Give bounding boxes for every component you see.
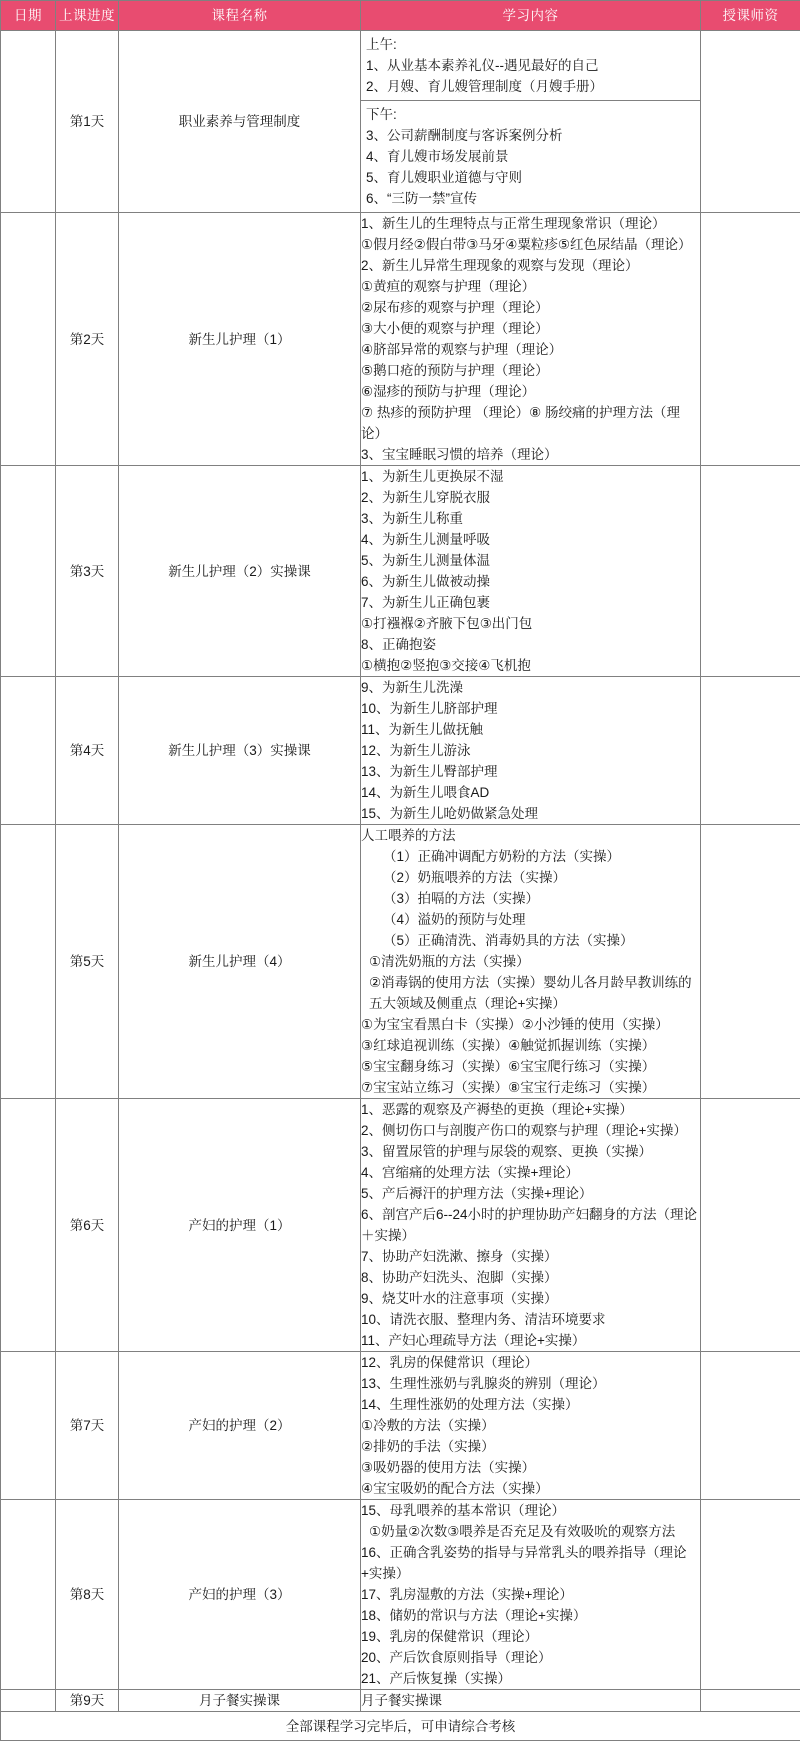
content-line: 1、新生儿的生理特点与正常生理现象常识（理论）	[361, 213, 700, 234]
cell-date	[1, 1099, 56, 1352]
content-line: 17、乳房湿敷的方法（实操+理论）	[361, 1584, 700, 1605]
content-line: 14、生理性涨奶的处理方法（实操）	[361, 1394, 700, 1415]
content-line: 3、公司薪酬制度与客诉案例分析	[366, 125, 698, 146]
cell-progress: 第7天	[56, 1352, 119, 1500]
content-line: ②消毒锅的使用方法（实操）婴幼儿各月龄早教训练的五大领域及侧重点（理论+实操）	[361, 972, 700, 1014]
cell-date	[1, 213, 56, 466]
content-line: 9、烧艾叶水的注意事项（实操）	[361, 1288, 700, 1309]
cell-teacher	[701, 466, 800, 677]
cell-course-name: 新生儿护理（4）	[119, 825, 361, 1099]
cell-course-name: 产妇的护理（2）	[119, 1352, 361, 1500]
cell-progress: 第2天	[56, 213, 119, 466]
cell-teacher	[701, 31, 800, 213]
table-row	[1, 1500, 800, 1690]
content-line: （4）溢奶的预防与处理	[361, 909, 700, 930]
content-line: 13、为新生儿臀部护理	[361, 761, 700, 782]
content-line: ①横抱②竖抱③交接④飞机抱	[361, 655, 700, 676]
content-line: 12、为新生儿游泳	[361, 740, 700, 761]
table-row	[1, 1099, 800, 1352]
content-line: ④脐部异常的观察与护理（理论）	[361, 339, 700, 360]
cell-course-name: 新生儿护理（1）	[119, 213, 361, 466]
cell-study-content	[361, 31, 701, 213]
cell-teacher	[701, 1099, 800, 1352]
cell-course-name: 新生儿护理（2）实操课	[119, 466, 361, 677]
table-row	[1, 677, 800, 825]
content-line: 月子餐实操课	[361, 1690, 700, 1711]
content-line: 20、产后饮食原则指导（理论）	[361, 1647, 700, 1668]
content-line: ④宝宝吸奶的配合方法（实操）	[361, 1478, 700, 1499]
cell-study-content	[361, 1500, 701, 1690]
column-header-date: 日期	[1, 1, 56, 31]
cell-course-name: 月子餐实操课	[119, 1690, 361, 1712]
cell-course-name: 职业素养与管理制度	[119, 31, 361, 213]
cell-study-content	[361, 1352, 701, 1500]
cell-study-content	[361, 825, 701, 1099]
content-line: ①假月经②假白带③马牙④粟粒疹⑤红色尿结晶（理论）	[361, 234, 700, 255]
content-line: 19、乳房的保健常识（理论）	[361, 1626, 700, 1647]
content-line: （1）正确冲调配方奶粉的方法（实操）	[361, 846, 700, 867]
cell-progress: 第6天	[56, 1099, 119, 1352]
content-line: 5、为新生儿测量体温	[361, 550, 700, 571]
table-header	[1, 1, 800, 31]
cell-teacher	[701, 1690, 800, 1712]
content-line: ①黄疸的观察与护理（理论）	[361, 276, 700, 297]
content-line: 5、产后褥汗的护理方法（实操+理论）	[361, 1183, 700, 1204]
table-row	[1, 1690, 800, 1712]
content-line: ①为宝宝看黑白卡（实操）②小沙锤的使用（实操）	[361, 1014, 700, 1035]
content-line: 6、为新生儿做被动操	[361, 571, 700, 592]
column-header-progress: 上课进度	[56, 1, 119, 31]
cell-teacher	[701, 677, 800, 825]
table-row	[1, 466, 800, 677]
content-line: ⑤宝宝翻身练习（实操）⑥宝宝爬行练习（实操）	[361, 1056, 700, 1077]
cell-progress: 第1天	[56, 31, 119, 213]
column-header-study-content: 学习内容	[361, 1, 701, 31]
content-line: 4、宫缩痛的处理方法（实操+理论）	[361, 1162, 700, 1183]
cell-study-content	[361, 1690, 701, 1712]
content-line: ③大小便的观察与护理（理论）	[361, 318, 700, 339]
cell-date	[1, 825, 56, 1099]
content-line: 6、“三防一禁”宣传	[366, 188, 698, 209]
footer-row	[1, 1712, 800, 1741]
content-line: 2、新生儿异常生理现象的观察与发现（理论）	[361, 255, 700, 276]
content-line: ①打襁褓②齐腋下包③出门包	[361, 613, 700, 634]
content-line: 4、为新生儿测量呼吸	[361, 529, 700, 550]
cell-date	[1, 1352, 56, 1500]
cell-study-content	[361, 213, 701, 466]
content-line: 15、为新生儿呛奶做紧急处理	[361, 803, 700, 824]
header-row	[1, 1, 800, 31]
cell-progress: 第3天	[56, 466, 119, 677]
content-line: ②尿布疹的观察与护理（理论）	[361, 297, 700, 318]
cell-progress: 第5天	[56, 825, 119, 1099]
content-block	[361, 101, 700, 212]
content-line: （5）正确清洗、消毒奶具的方法（实操）	[361, 930, 700, 951]
cell-progress: 第9天	[56, 1690, 119, 1712]
content-line: 8、协助产妇洗头、泡脚（实操）	[361, 1267, 700, 1288]
cell-progress: 第4天	[56, 677, 119, 825]
cell-course-name: 产妇的护理（3）	[119, 1500, 361, 1690]
column-header-course-name: 课程名称	[119, 1, 361, 31]
table-row	[1, 213, 800, 466]
cell-teacher	[701, 213, 800, 466]
cell-date	[1, 1690, 56, 1712]
content-line: 上午:	[366, 34, 698, 55]
content-line: 7、为新生儿正确包裹	[361, 592, 700, 613]
content-line: 11、产妇心理疏导方法（理论+实操）	[361, 1330, 700, 1351]
content-line: （2）奶瓶喂养的方法（实操）	[361, 867, 700, 888]
content-line: 1、从业基本素养礼仪--遇见最好的自己	[366, 55, 698, 76]
content-line: 16、正确含乳姿势的指导与异常乳头的喂养指导（理论+实操）	[361, 1542, 700, 1584]
content-line: 15、母乳喂养的基本常识（理论）	[361, 1500, 700, 1521]
cell-course-name: 新生儿护理（3）实操课	[119, 677, 361, 825]
content-line: 3、宝宝睡眠习惯的培养（理论）	[361, 444, 700, 465]
content-line: 3、为新生儿称重	[361, 508, 700, 529]
content-line: ①冷敷的方法（实操）	[361, 1415, 700, 1436]
content-line: ⑦ 热疹的预防护理 （理论）⑧ 肠绞痛的护理方法（理论）	[361, 402, 700, 444]
content-line: 下午:	[366, 104, 698, 125]
cell-date	[1, 1500, 56, 1690]
content-line: 18、储奶的常识与方法（理论+实操）	[361, 1605, 700, 1626]
content-line: 4、育儿嫂市场发展前景	[366, 146, 698, 167]
content-line: 12、乳房的保健常识（理论）	[361, 1352, 700, 1373]
content-line: 1、恶露的观察及产褥垫的更换（理论+实操）	[361, 1099, 700, 1120]
content-line: ①清洗奶瓶的方法（实操）	[361, 951, 700, 972]
content-line: 2、为新生儿穿脱衣服	[361, 487, 700, 508]
content-line: 8、正确抱姿	[361, 634, 700, 655]
table-row	[1, 1352, 800, 1500]
content-line: 2、侧切伤口与剖腹产伤口的观察与护理（理论+实操）	[361, 1120, 700, 1141]
cell-teacher	[701, 1352, 800, 1500]
cell-teacher	[701, 1500, 800, 1690]
table-row	[1, 31, 800, 213]
content-line: 3、留置尿管的护理与尿袋的观察、更换（实操）	[361, 1141, 700, 1162]
content-line: 11、为新生儿做抚触	[361, 719, 700, 740]
cell-study-content	[361, 677, 701, 825]
content-line: ⑤鹅口疮的预防与护理（理论）	[361, 360, 700, 381]
cell-study-content	[361, 1099, 701, 1352]
content-line: ⑥湿疹的预防与护理（理论）	[361, 381, 700, 402]
cell-date	[1, 677, 56, 825]
content-line: ③红球追视训练（实操）④触觉抓握训练（实操）	[361, 1035, 700, 1056]
content-line: ②排奶的手法（实操）	[361, 1436, 700, 1457]
content-line: 7、协助产妇洗漱、擦身（实操）	[361, 1246, 700, 1267]
footer-note: 全部课程学习完毕后，可申请综合考核	[1, 1712, 800, 1741]
cell-progress: 第8天	[56, 1500, 119, 1690]
content-line: 21、产后恢复操（实操）	[361, 1668, 700, 1689]
cell-date	[1, 466, 56, 677]
content-line: 13、生理性涨奶与乳腺炎的辨别（理论）	[361, 1373, 700, 1394]
content-line: 10、请洗衣服、整理内务、清洁环境要求	[361, 1309, 700, 1330]
content-line: ⑦宝宝站立练习（实操）⑧宝宝行走练习（实操）	[361, 1077, 700, 1098]
cell-course-name: 产妇的护理（1）	[119, 1099, 361, 1352]
content-line: （3）拍嗝的方法（实操）	[361, 888, 700, 909]
table-row	[1, 825, 800, 1099]
content-block	[361, 31, 700, 101]
content-line: ③吸奶器的使用方法（实操）	[361, 1457, 700, 1478]
content-line: 6、剖宫产后6--24小时的护理协助产妇翻身的方法（理论＋实操）	[361, 1204, 700, 1246]
content-line: 9、为新生儿洗澡	[361, 677, 700, 698]
content-line: 5、育儿嫂职业道德与守则	[366, 167, 698, 188]
content-line: 2、月嫂、育儿嫂管理制度（月嫂手册）	[366, 76, 698, 97]
content-line: 1、为新生儿更换尿不湿	[361, 466, 700, 487]
content-line: 10、为新生儿脐部护理	[361, 698, 700, 719]
content-line: 14、为新生儿喂食AD	[361, 782, 700, 803]
content-line: 人工喂养的方法	[361, 825, 700, 846]
cell-teacher	[701, 825, 800, 1099]
table-body	[1, 31, 800, 1741]
column-header-teacher: 授课师资	[701, 1, 800, 31]
content-line: ①奶量②次数③喂养是否充足及有效吸吮的观察方法	[361, 1521, 700, 1542]
cell-date	[1, 31, 56, 213]
cell-study-content	[361, 466, 701, 677]
